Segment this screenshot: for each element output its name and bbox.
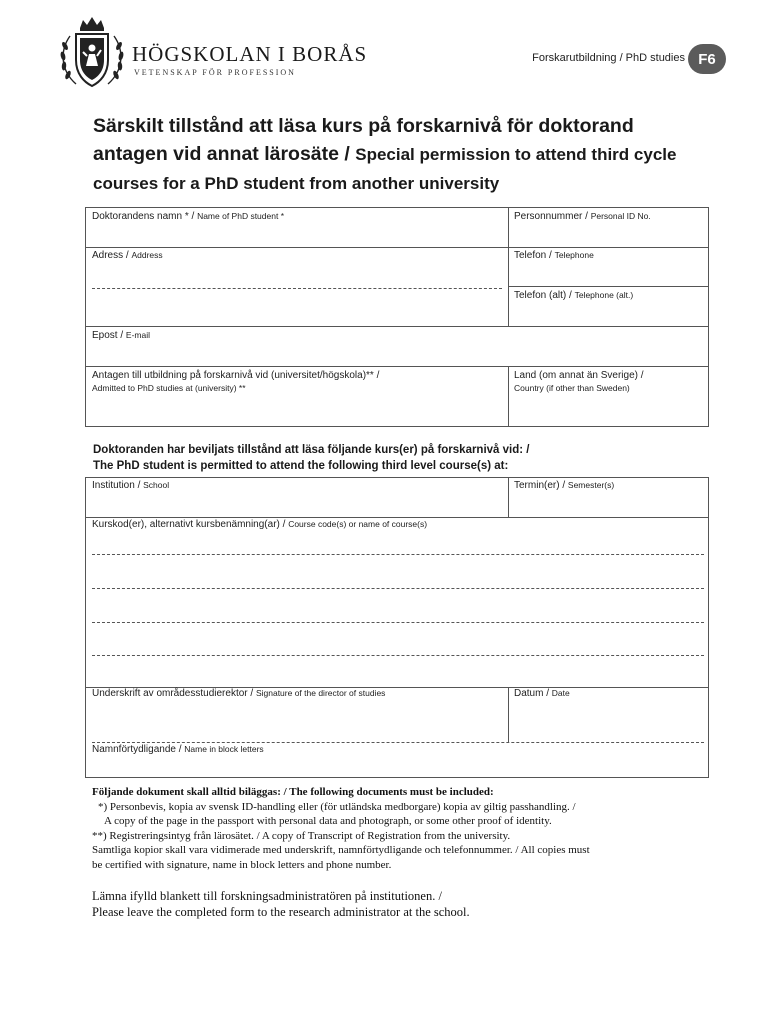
org-tagline: VETENSKAP FÖR PROFESSION [134,68,296,77]
required-documents-notes [92,785,732,872]
title-swedish: Särskilt tillstånd att läsa kurs på forskarnivå för doktorand antagen vid annat lärosäte / [93,115,634,165]
org-name: HÖGSKOLAN I BORÅS [132,42,368,66]
block-letters-name-field[interactable]: Namnförtydligande / Name in block letters [92,744,264,755]
country-field[interactable]: Land (om annat än Sverige) / Country (if other than Sweden) [514,370,644,393]
personal-id-field[interactable]: Personnummer / Personal ID No. [514,211,651,222]
admitted-university-field[interactable]: Antagen till utbildning på forskarnivå vid (universitet/högskola)** / Admitted to PhD studies at (university) ** [92,370,380,393]
telephone-field[interactable]: Telefon / Telephone [514,250,594,261]
email-field[interactable]: Epost / E-mail [92,330,150,341]
date-field[interactable]: Datum / Date [514,688,570,699]
crest-icon [56,14,128,94]
title-english: Special permission to attend third cycle courses for a PhD student from another university [93,145,677,193]
note-item-1: *) Personbevis, kopia av svensk ID-handling eller (för utländska medborgare) kopia av giltig passhandling. / [98,800,576,813]
submission-instructions: Lämna ifylld blankett till forskningsadministratören på institutionen. / Please leave the completed form to the research administrator at the school. [92,889,470,919]
form-code-badge: F6 [688,44,726,74]
semester-field[interactable]: Termin(er) / Semester(s) [514,480,615,491]
note-certification-continued: be certified with signature, name in block letters and phone number. [92,858,392,871]
note-item-2: **) Registreringsintyg från lärosätet. / A copy of Transcript of Registration from the university. [92,829,511,842]
permission-heading: Doktoranden har beviljats tillstånd att läsa följande kurs(er) på forskarnivå vid: / The PhD student is permitted to attend the following third level course(s) at: [93,444,530,472]
permission-section [85,477,709,778]
notes-heading: Följande dokument skall alltid biläggas: / The following documents must be included: [92,786,494,798]
institution-field[interactable]: Institution / School [92,480,170,491]
address-field[interactable]: Adress / Address [92,250,163,261]
document-category: Forskarutbildning / PhD studies [532,52,685,64]
applicant-section [85,207,709,427]
form-title [93,112,693,198]
director-signature-field[interactable]: Underskrift av områdesstudierektor / Signature of the director of studies [92,688,386,699]
university-logo [56,14,368,94]
note-item-1-continued: A copy of the page in the passport with personal data and photograph, or some other proof of identity. [104,815,552,827]
student-name-field[interactable]: Doktorandens namn * / Name of PhD student * [92,211,284,222]
course-codes-field[interactable]: Kurskod(er), alternativt kursbenämning(ar) / Course code(s) or name of course(s) [92,519,428,530]
note-certification: Samtliga kopior skall vara vidimerade med underskrift, namnförtydligande och telefonnummer. / All copies must [92,844,590,856]
telephone-alt-field[interactable]: Telefon (alt) / Telephone (alt.) [514,290,634,301]
